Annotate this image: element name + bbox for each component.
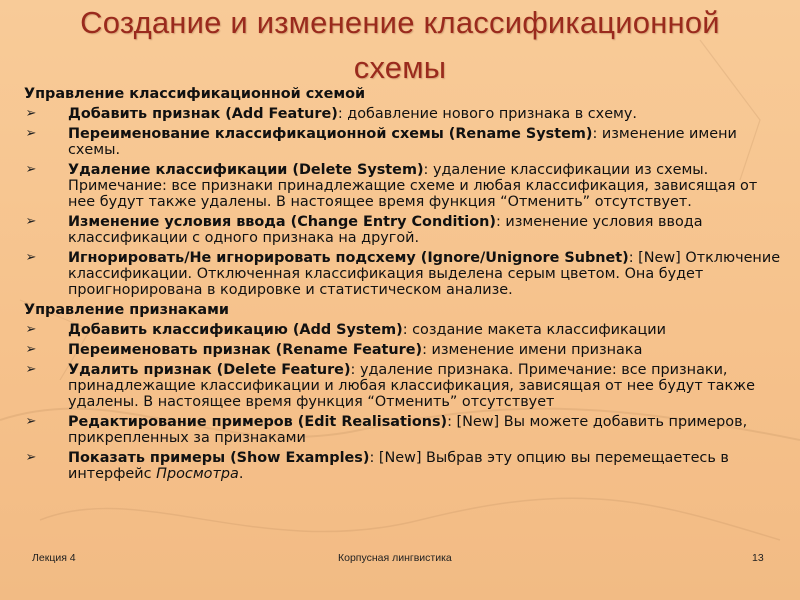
item-description-italic: Просмотра (156, 466, 239, 482)
item-description: : изменение имени признака (422, 342, 643, 358)
item-term: Переименование классификационной схемы (Rename System) (68, 126, 593, 142)
item-term: Редактирование примеров (Edit Realisations) (68, 414, 448, 430)
arrow-bullet-icon: ➢ (25, 322, 37, 337)
footer-course: Корпусная лингвистика (338, 552, 452, 564)
item-term: Добавить классификацию (Add System) (68, 322, 403, 338)
item-description: : [New] Вы можете добавить примеров, прикрепленных за признаками (68, 414, 748, 446)
item-term: Удалить признак (Delete Feature) (68, 362, 351, 378)
arrow-bullet-icon: ➢ (25, 162, 37, 177)
arrow-bullet-icon: ➢ (25, 126, 37, 141)
list-item (24, 362, 784, 410)
item-term: Изменение условия ввода (Change Entry Condition) (68, 214, 496, 230)
slide-title (0, 0, 800, 90)
slide-content (24, 86, 784, 486)
item-description: : добавление нового признака в схему. (337, 106, 638, 122)
item-description: : удаление классификации из схемы. Примечание: все признаки принадлежащие схеме и любая классификация, зависящая от нее будут также удалены. В настоящее время функция “Отменить” отсутствует. (68, 162, 758, 210)
arrow-bullet-icon: ➢ (25, 106, 37, 121)
list-item (24, 126, 784, 158)
arrow-bullet-icon: ➢ (25, 414, 37, 429)
slide-title-line-1: Создание и изменение классификационной (80, 5, 720, 40)
section-heading-scheme: Управление классификационной схемой (24, 86, 366, 102)
item-description: : [New] Отключение классификации. Отключенная классификация выделена серым цветом. Она будет проигнорирована в кодировке и статистическом анализе. (68, 250, 781, 298)
item-term: Переименовать признак (Rename Feature) (68, 342, 423, 358)
arrow-bullet-icon: ➢ (25, 250, 37, 265)
item-term: Показать примеры (Show Examples) (68, 450, 370, 466)
list-item (24, 162, 784, 210)
arrow-bullet-icon: ➢ (25, 214, 37, 229)
list-item (24, 342, 784, 358)
item-description: : изменение условия ввода классификации с одного признака на другой. (68, 214, 703, 246)
arrow-bullet-icon: ➢ (25, 450, 37, 465)
list-item (24, 414, 784, 446)
list-item (24, 322, 784, 338)
list-item (24, 250, 784, 298)
arrow-bullet-icon: ➢ (25, 362, 37, 377)
item-description: : создание макета классификации (402, 322, 666, 338)
item-term: Добавить признак (Add Feature) (68, 106, 338, 122)
footer-lecture: Лекция 4 (32, 552, 76, 564)
slide-title-line-2: схемы (353, 50, 447, 85)
item-description: : удаление признака. Примечание: все признаки, принадлежащие классификации и любая классификация, зависящая от нее будут также удалены. В настоящее время функция “Отменить” отсутствует (68, 362, 755, 410)
arrow-bullet-icon: ➢ (25, 342, 37, 357)
list-item (24, 106, 784, 122)
item-description: : изменение имени схемы. (68, 126, 737, 158)
item-term: Удаление классификации (Delete System) (68, 162, 424, 178)
footer-page-number: 13 (752, 552, 764, 564)
item-description: : [New] Выбрав эту опцию вы перемещаетесь в интерфейс (68, 450, 729, 482)
section-heading-features: Управление признаками (24, 302, 229, 318)
item-term: Игнорировать/Не игнорировать подсхему (Ignore/Unignore Subnet) (68, 250, 629, 266)
list-item (24, 450, 784, 482)
item-description-tail: . (238, 466, 244, 482)
list-item (24, 214, 784, 246)
